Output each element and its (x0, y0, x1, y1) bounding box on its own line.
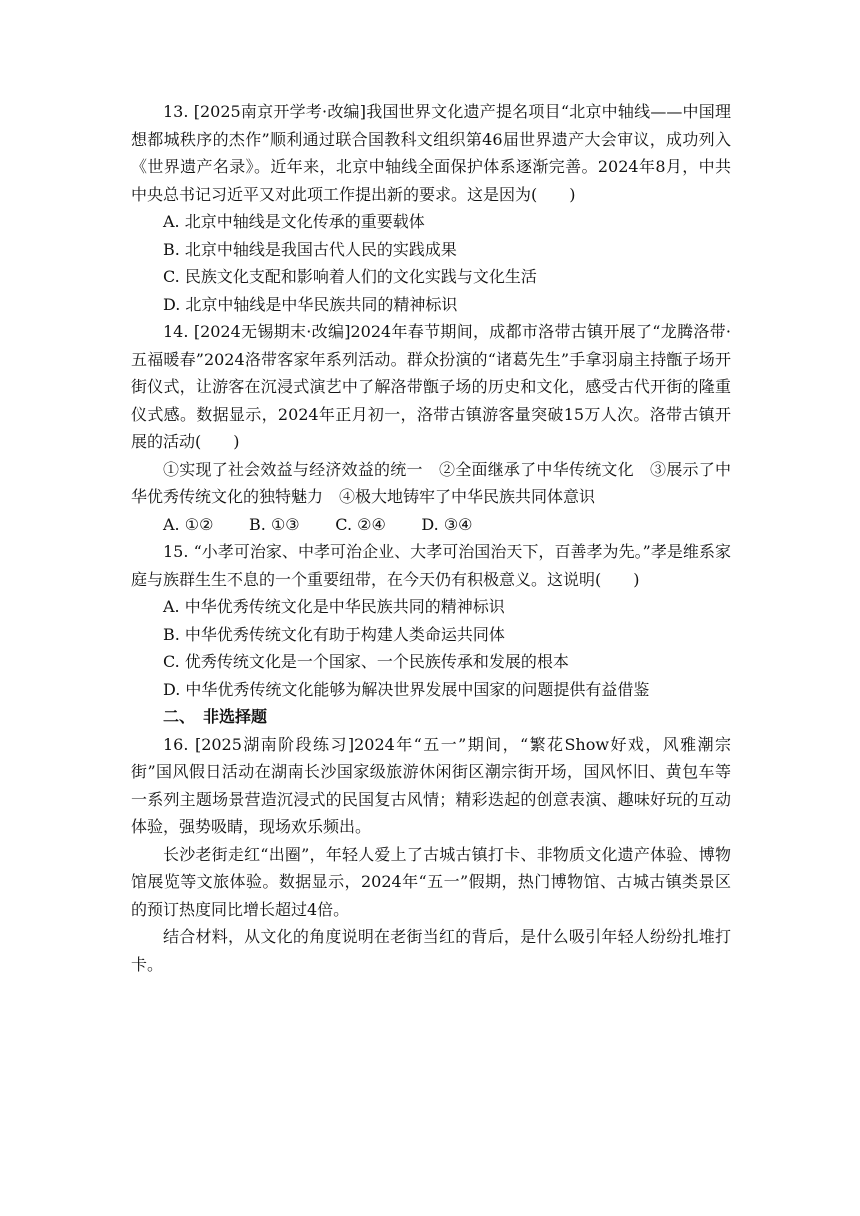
question-14-option-a: A. ①② (163, 514, 214, 534)
question-15-option-d: D. 中华优秀传统文化能够为解决世界发展中国家的问题提供有益借鉴 (163, 679, 650, 699)
question-14-options (131, 511, 731, 539)
question-16-prompt: 结合材料，从文化的角度说明在老街当红的背后，是什么吸引年轻人纷纷扎堆打卡。 (131, 927, 731, 974)
question-13-option-a: A. 北京中轴线是文化传承的重要载体 (163, 212, 425, 231)
question-14-statements: ①实现了社会效益与经济效益的统一 ②全面继承了中华传统文化 ③展示了中华优秀传统文化的独特魅力 ④极大地铸牢了中华民族共同体意识 (131, 459, 731, 506)
question-15-option-a: A. 中华优秀传统文化是中华民族共同的精神标识 (163, 597, 505, 616)
question-13-option-d: D. 北京中轴线是中华民族共同的精神标识 (163, 294, 458, 314)
question-14-option-d: D. ③④ (421, 514, 473, 534)
question-13-stem: 13. [2025南京开学考·改编]我国世界文化遗产提名项目“北京中轴线——中国理想都城秩序的杰作”顺利通过联合国教科文组织第46届世界遗产大会审议，成功列入《世界遗产名录》。近年来，北京中轴线全面保护体系逐渐完善。2024年8月，中共中央总书记习近平又对此项工作提出新的要求。这是因为( ) (131, 102, 731, 204)
question-13-option-b: B. 北京中轴线是我国古代人民的实践成果 (163, 239, 457, 259)
question-15-stem: 15. “小孝可治家、中孝可治企业、大孝可治国治天下，百善孝为先。”孝是维系家庭与族群生生不息的一个重要纽带，在今天仍有积极意义。这说明( ) (131, 542, 731, 589)
question-13-option-c: C. 民族文化支配和影响着人们的文化实践与文化生活 (163, 267, 537, 286)
question-14-option-c: C. ②④ (335, 514, 386, 534)
document-page (131, 98, 731, 978)
question-14-stem: 14. [2024无锡期末·改编]2024年春节期间，成都市洛带古镇开展了“龙腾洛带·五福暖春”2024洛带客家年系列活动。群众扮演的“诸葛先生”手拿羽扇主持甑子场开街仪式，让游客在沉浸式演艺中了解洛带甑子场的历史和文化，感受古代开街的隆重仪式感。数据显示，2024年正月初一，洛带古镇游客量突破15万人次。洛带古镇开展的活动( ) (131, 322, 731, 451)
section-heading-non-choice: 二、 非选择题 (163, 707, 268, 726)
question-14-option-b: B. ①③ (249, 514, 300, 534)
question-15-option-b: B. 中华优秀传统文化有助于构建人类命运共同体 (163, 624, 505, 644)
question-16-material-2: 长沙老街走红“出圈”，年轻人爱上了古城古镇打卡、非物质文化遗产体验、博物馆展览等文旅体验。数据显示，2024年“五一”假期，热门博物馆、古城古镇类景区的预订热度同比增长超过4倍。 (131, 844, 731, 919)
question-15-option-c: C. 优秀传统文化是一个国家、一个民族传承和发展的根本 (163, 652, 569, 671)
question-16-material-1: 16. [2025湖南阶段练习]2024年“五一”期间，“繁花Show好戏，风雅潮宗街”国风假日活动在湖南长沙国家级旅游休闲街区潮宗街开场，国风怀旧、黄包车等一系列主题场景营造沉浸式的民国复古风情；精彩迭起的创意表演、趣味好玩的互动体验，强势吸睛，现场欢乐频出。 (131, 734, 731, 836)
